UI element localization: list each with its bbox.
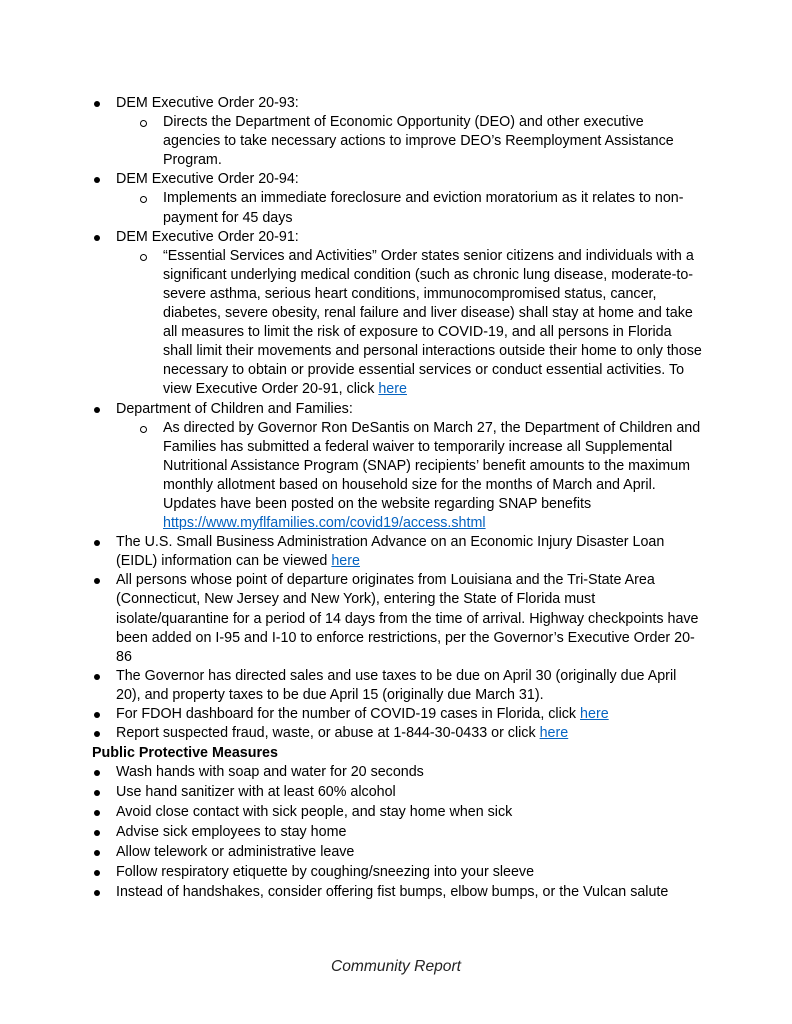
circle-bullet-icon <box>140 254 147 261</box>
list-item-text: All persons whose point of departure originates from Louisiana and the Tri-State Area (Connecticut, New Jersey and New York), entering the State of Florida must isolate/quarantine for a period of 14 days from the time of arrival. Highway checkpoints have been added on I-95 and I-10 to enforce restrictions, per the Governor’s Executive Order 20-86 <box>116 572 699 665</box>
list-item-text: Avoid close contact with sick people, and stay home when sick <box>116 804 513 821</box>
list-item-text: Use hand sanitizer with at least 60% alcohol <box>116 784 396 801</box>
sub-item-text: “Essential Services and Activities” Order states senior citizens and individuals with a significant underlying medical condition (such as chronic lung disease, moderate-to-severe asthma, serious heart conditions, immunocompromised status, cancer, diabetes, severe obesity, renal failure and liver disease) shall stay at home and take all measures to limit the risk of exposure to COVID-19, and all persons in Florida shall limit their movements and personal interactions outside their home to only those necessary to obtain or provide essential services or conduct essential activities. To view Executive Order 20-91, click <box>163 247 702 398</box>
list-item-text: Follow respiratory etiquette by coughing/sneezing into your sleeve <box>116 864 535 881</box>
sub-list-item <box>116 419 704 534</box>
list-item-eo-20-91 <box>92 228 704 400</box>
sub-list <box>116 419 704 534</box>
page-footer: Community Report <box>331 958 461 975</box>
circle-bullet-icon <box>140 196 147 203</box>
list-item <box>92 843 704 862</box>
list-item-label: DEM Executive Order 20-91: <box>116 228 299 245</box>
list-item-text: Advise sick employees to stay home <box>116 824 347 841</box>
circle-bullet-icon <box>140 120 147 127</box>
list-item-taxes <box>92 667 704 705</box>
sub-list <box>116 189 704 227</box>
list-item-sba <box>92 533 704 571</box>
sub-list <box>116 113 704 170</box>
list-item <box>92 863 704 882</box>
list-item-label: DEM Executive Order 20-93: <box>116 95 299 111</box>
list-item-quarantine <box>92 571 704 666</box>
sub-list-item <box>116 247 704 400</box>
sub-list <box>116 247 704 400</box>
list-item-text: Report suspected fraud, waste, or abuse at 1-844-30-0433 or click <box>116 725 536 742</box>
updates-list <box>92 94 704 743</box>
list-item-dcf <box>92 400 704 534</box>
list-item-text: The U.S. Small Business Administration Advance on an Economic Injury Disaster Loan (EIDL) information can be viewed <box>116 534 665 570</box>
list-item-fraud <box>92 724 704 743</box>
list-item-text: Wash hands with soap and water for 20 seconds <box>116 764 424 781</box>
list-item-eo-20-94 <box>92 170 704 227</box>
list-item-fdoh <box>92 705 704 724</box>
list-item-text: Instead of handshakes, consider offering fist bumps, elbow bumps, or the Vulcan salute <box>116 884 669 901</box>
sub-item-text: Implements an immediate foreclosure and eviction moratorium as it relates to non-payment for 45 days <box>163 190 684 226</box>
eo-20-91-link[interactable]: here <box>378 381 407 398</box>
eidl-link[interactable]: here <box>331 553 360 570</box>
snap-benefits-link[interactable]: https://www.myflfamilies.com/covid19/access.shtml <box>163 515 486 532</box>
sub-list-item <box>116 113 704 170</box>
protective-measures-list <box>92 763 704 902</box>
document-body <box>92 94 704 903</box>
list-item <box>92 803 704 822</box>
list-item-label: Department of Children and Families: <box>116 400 353 417</box>
sub-item-text: Directs the Department of Economic Opportunity (DEO) and other executive agencies to take necessary actions to improve DEO’s Reemployment Assistance Program. <box>163 114 674 169</box>
list-item <box>92 883 704 902</box>
sub-item-text: As directed by Governor Ron DeSantis on March 27, the Department of Children and Families has submitted a federal waiver to temporarily increase all Supplemental Nutritional Assistance Program (SNAP) recipients’ benefit amounts to the maximum monthly allotment based on household size for the months of March and April. Updates have been posted on the website regarding SNAP benefits <box>163 419 701 512</box>
sub-list-item <box>116 189 704 227</box>
list-item-eo-20-93 <box>92 94 704 170</box>
list-item-text: The Governor has directed sales and use taxes to be due on April 30 (originally due April 20), and property taxes to be due April 15 (originally due March 31). <box>116 667 677 703</box>
list-item-label: DEM Executive Order 20-94: <box>116 171 299 188</box>
list-item <box>92 823 704 842</box>
list-item <box>92 783 704 802</box>
fraud-report-link[interactable]: here <box>539 725 569 742</box>
fdoh-dashboard-link[interactable]: here <box>580 706 609 722</box>
list-item-text: Allow telework or administrative leave <box>116 844 355 861</box>
list-item <box>92 763 704 782</box>
list-item-text: For FDOH dashboard for the number of COVID-19 cases in Florida, click <box>116 706 577 722</box>
section-heading: Public Protective Measures <box>92 745 278 762</box>
circle-bullet-icon <box>140 426 147 433</box>
